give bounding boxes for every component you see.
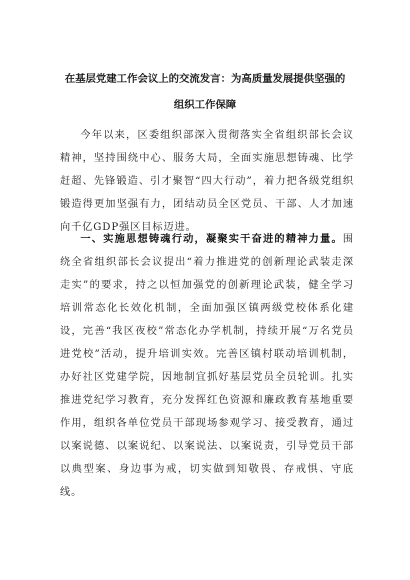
section-one-body: 围绕全省组织部长会议提出“着力推进党的创新理论武装走深走实”的要求，持之以恒加强党的创新理论武装，健全学习培训常态化长效化机制，全面加强区镇两级党校体系化建设，完善“我区夜校”常态化办学机制，持续开展“万名党员进党校”活动，提升培训实效。完善区镇村联动培训机制，办好社区党建学院，因地制宜抓好基层党员全员轮训。扎实推进党纪学习教育，充分发挥红色资源和廉政教育基地重要作用，组织各单位党员干部现场参观学习、接受教育，通过以案说德、以案说纪、以案说法、以案说责，引导党员干部以典型案、身边事为戒，切实做到知敬畏、存戒惧、守底线。 [60,234,354,498]
section-one-heading: 一、实施思想铸魂行动，凝聚实干奋进的精神力量。 [80,233,343,245]
document-title: 在基层党建工作会议上的交流发言：为高质量发展提供坚强的组织工作保障 [64,73,346,111]
section-one-paragraph [60,228,354,504]
intro-paragraph: 今年以来，区委组织部深入贯彻落实全省组织部长会议精神，坚持围绕中心、服务大局，全面实施思想铸魂、比学赶超、先锋锻造、引才聚智“四大行动”，着力把各级党组织锻造得更加坚强有力，团结动员全区党员、干部、人才加速向千亿GDP强区目标迈进。 [60,130,354,233]
